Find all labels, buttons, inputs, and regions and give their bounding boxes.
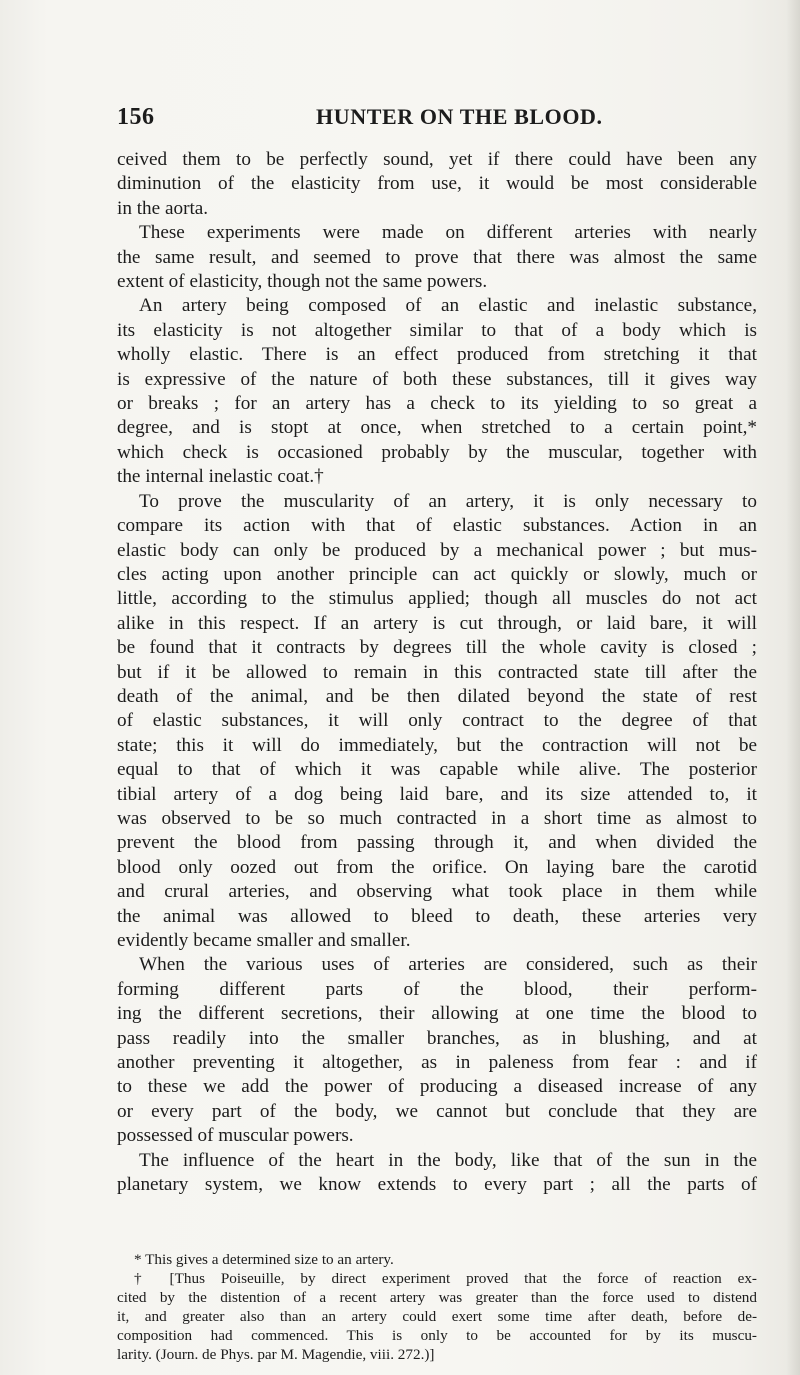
body-line: evidently became smaller and smaller. (117, 930, 411, 951)
body-line: degree, and is stopt at once, when stretched to a certain point,* (117, 417, 757, 439)
body-line: or every part of the body, we cannot but conclude that they are (117, 1100, 757, 1122)
body-line: elastic body can only be produced by a mechanical power ; but mus- (117, 539, 757, 561)
body-line: When the various uses of arteries are considered, such as their (139, 954, 757, 976)
body-line: tibial artery of a dog being laid bare, and its size attended to, it (117, 783, 757, 805)
body-line: An artery being composed of an elastic and inelastic substance, (139, 295, 757, 317)
body-line: the animal was allowed to bleed to death, these arteries very (117, 905, 757, 927)
body-line: little, according to the stimulus applied; though all muscles do not act (117, 588, 757, 610)
body-text (117, 148, 757, 1197)
body-line: which check is occasioned probably by the muscular, together with (117, 441, 757, 463)
body-line: be found that it contracts by degrees till the whole cavity is closed ; (117, 637, 757, 659)
body-line: but if it be allowed to remain in this contracted state till after the (117, 661, 757, 683)
body-line: another preventing it altogether, as in paleness from fear : and if (117, 1052, 757, 1074)
body-line: extent of elasticity, though not the same powers. (117, 271, 488, 293)
footnote-line: larity. (Journ. de Phys. par M. Magendie, viii. 272.)] (117, 1346, 435, 1364)
body-line: blood only oozed out from the orifice. On laying bare the carotid (117, 856, 757, 878)
body-line: is expressive of the nature of both these substances, till it gives way (117, 368, 757, 390)
page-number: 156 (117, 104, 155, 130)
body-line: death of the animal, and be then dilated beyond the state of rest (117, 685, 757, 707)
footnote-line: composition had commenced. This is only to be accounted for by its muscu- (117, 1327, 757, 1345)
footnotes (117, 1250, 757, 1365)
body-line: to these we add the power of producing a diseased increase of any (117, 1076, 757, 1098)
body-line: possessed of muscular powers. (117, 1125, 354, 1147)
body-line: The influence of the heart in the body, like that of the sun in the (139, 1149, 757, 1171)
body-line: state; this it will do immediately, but the contraction will not be (117, 734, 757, 756)
body-line: planetary system, we know extends to every part ; all the parts of (117, 1174, 757, 1196)
body-line: forming different parts of the blood, their perform- (117, 978, 757, 1000)
body-line: was observed to be so much contracted in a short time as almost to (117, 807, 757, 829)
footnote-line: * This gives a determined size to an artery. (134, 1251, 394, 1268)
body-line: ing the different secretions, their allowing at one time the blood to (117, 1003, 757, 1025)
footnote-line: cited by the distention of a recent artery was greater than the force used to distend (117, 1289, 757, 1307)
body-line: compare its action with that of elastic substances. Action in an (117, 515, 757, 537)
body-line: ceived them to be perfectly sound, yet if there could have been any (117, 149, 757, 170)
body-line: cles acting upon another principle can act quickly or slowly, much or (117, 563, 757, 585)
body-line: its elasticity is not altogether similar to that of a body which is (117, 319, 757, 341)
body-line: the internal inelastic coat.† (117, 466, 324, 488)
footnote-line: † [Thus Poiseuille, by direct experiment proved that the force of reaction ex- (134, 1270, 757, 1288)
running-title: HUNTER ON THE BLOOD. (316, 104, 603, 129)
body-line: in the aorta. (117, 197, 209, 219)
body-line: pass readily into the smaller branches, as in blushing, and at (117, 1027, 757, 1049)
body-line: or breaks ; for an artery has a check to its yielding to so great a (117, 393, 757, 415)
page-edge-shadow (786, 0, 800, 1375)
body-line: equal to that of which it was capable while alive. The posterior (117, 759, 757, 781)
body-line: alike in this respect. If an artery is cut through, or laid bare, it will (117, 612, 757, 634)
body-line: prevent the blood from passing through it, and when divided the (117, 832, 757, 854)
footnote-line: it, and greater also than an artery could exert some time after death, before de- (117, 1308, 757, 1326)
running-head (0, 100, 800, 134)
body-line: diminution of the elasticity from use, it would be most considerable (117, 173, 757, 195)
body-line: These experiments were made on different arteries with nearly (139, 222, 757, 244)
body-line: and crural arteries, and observing what took place in them while (117, 881, 757, 903)
body-line: To prove the muscularity of an artery, it is only necessary to (139, 490, 757, 512)
body-line: wholly elastic. There is an effect produced from stretching it that (117, 344, 757, 366)
body-line: of elastic substances, it will only contract to the degree of that (117, 710, 757, 732)
body-line: the same result, and seemed to prove that there was almost the same (117, 246, 757, 268)
